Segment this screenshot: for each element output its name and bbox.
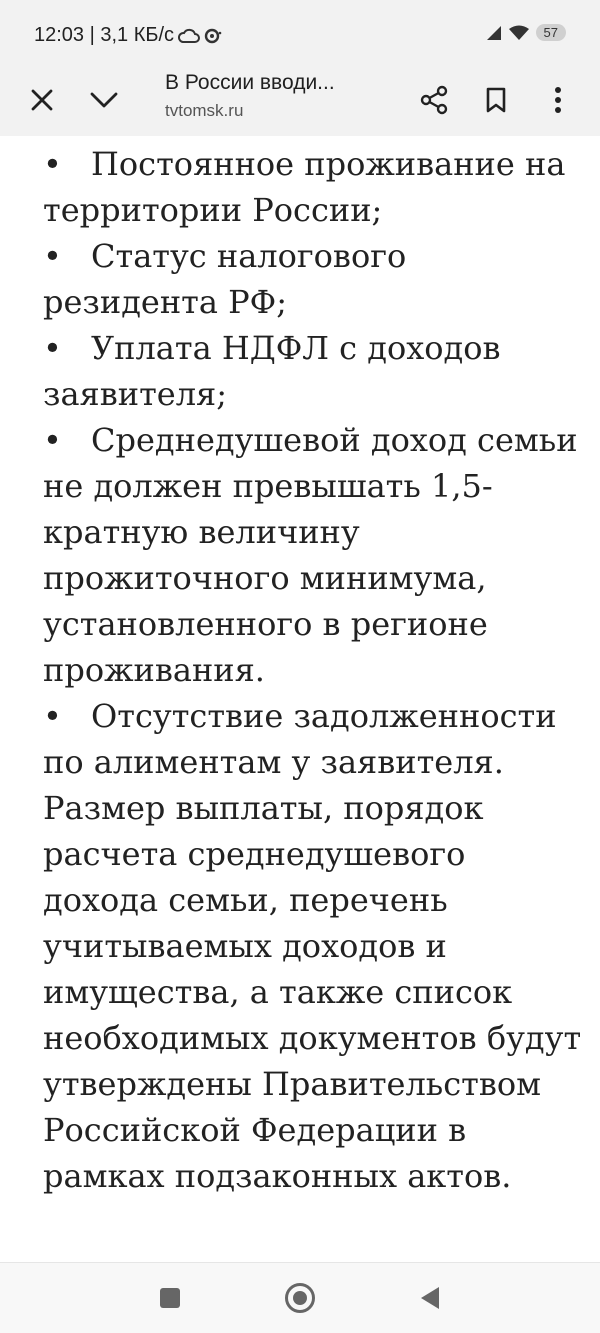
chevron-down-icon xyxy=(90,91,118,109)
list-item-rest: заявителя; xyxy=(43,375,227,413)
article-text xyxy=(43,136,583,1199)
system-nav-bar xyxy=(0,1262,600,1333)
back-button[interactable] xyxy=(413,1281,447,1315)
notification-icon xyxy=(204,28,222,44)
recents-square-icon xyxy=(159,1287,181,1309)
title-block[interactable] xyxy=(165,71,395,121)
article-content xyxy=(0,136,600,1262)
list-item-rest: семьи не должен превышать 1,5-кратную величину прожиточного минимума, установленного в регионе проживания. xyxy=(43,421,578,689)
share-icon xyxy=(419,85,449,115)
list-item-first: Отсутствие задолженности xyxy=(91,697,557,735)
list-item-first: Уплата НДФЛ с доходов xyxy=(91,329,501,367)
back-triangle-icon xyxy=(419,1286,441,1310)
bookmark-icon xyxy=(485,86,507,114)
list-item-rest: территории России; xyxy=(43,191,383,229)
more-options-button[interactable] xyxy=(536,78,580,122)
list-item xyxy=(43,693,583,785)
share-button[interactable] xyxy=(412,78,456,122)
wifi-icon xyxy=(508,25,530,41)
minimize-button[interactable] xyxy=(82,78,126,122)
list-item xyxy=(43,141,583,233)
status-time-speed: 12:03 | 3,1 КБ/с xyxy=(34,24,175,46)
page-title: В России вводи... xyxy=(165,71,335,94)
list-item-first: Среднедушевой доход xyxy=(91,421,467,459)
status-left xyxy=(34,24,222,47)
cloud-icon xyxy=(178,28,200,44)
bookmark-button[interactable] xyxy=(474,78,518,122)
list-item-first: Статус налогового xyxy=(91,237,407,275)
bullet-marker: • xyxy=(43,329,62,367)
list-item xyxy=(43,325,583,417)
home-circle-icon xyxy=(284,1282,316,1314)
home-button[interactable] xyxy=(283,1281,317,1315)
recents-button[interactable] xyxy=(153,1281,187,1315)
close-icon xyxy=(30,88,54,112)
bullet-marker: • xyxy=(43,237,62,275)
list-item-rest: резидента РФ; xyxy=(43,283,287,321)
close-button[interactable] xyxy=(20,78,64,122)
status-bar xyxy=(0,0,600,64)
list-item-first: Постоянное проживание на xyxy=(91,145,566,183)
list-item xyxy=(43,233,583,325)
bullet-marker: • xyxy=(43,145,62,183)
page-url: tvtomsk.ru xyxy=(165,101,244,120)
paragraph: Размер выплаты, порядок расчета среднедушевого дохода семьи, перечень учитываемых доходов и имущества, а также список необходимых документов будут утверждены Правительством Российской Федерации в рамках подзаконных актов. xyxy=(43,789,582,1195)
battery-indicator: 57 xyxy=(536,24,566,41)
browser-toolbar xyxy=(0,64,600,136)
status-right xyxy=(486,24,566,41)
list-item-rest: по алиментам у заявителя. xyxy=(43,743,504,781)
more-vert-icon xyxy=(554,86,562,114)
signal-icon xyxy=(486,25,502,41)
list-item xyxy=(43,417,583,693)
bullet-marker: • xyxy=(43,421,62,459)
bullet-marker: • xyxy=(43,697,62,735)
